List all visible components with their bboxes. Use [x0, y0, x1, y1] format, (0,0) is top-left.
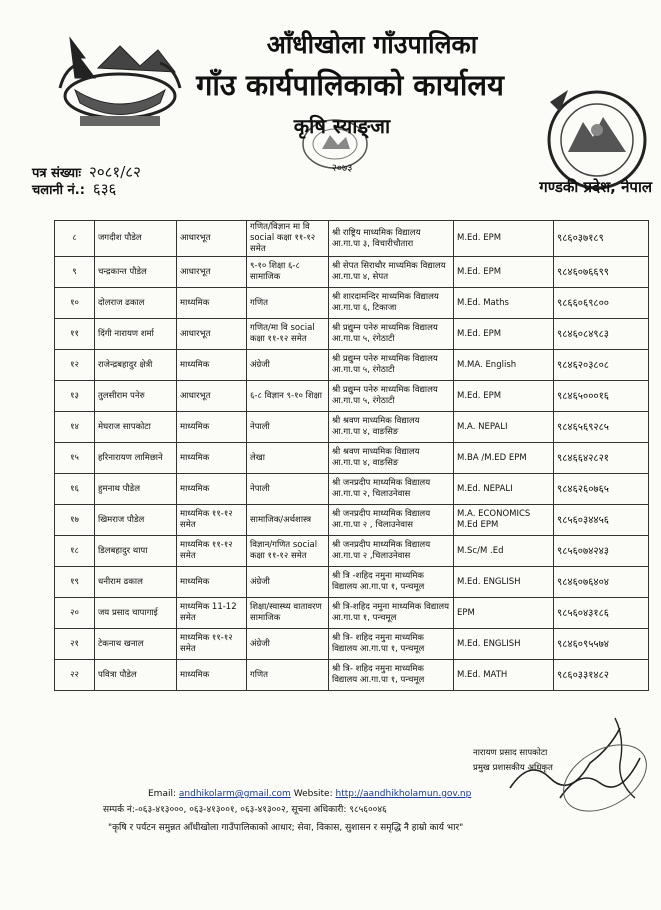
row-number-cell: १५ [55, 443, 95, 474]
subject-cell: नेपाली [247, 412, 329, 443]
phone-cell: ९८६६०६९८०० [554, 288, 649, 319]
table-row [55, 567, 649, 598]
qualification-cell: M.A. NEPALI [454, 412, 554, 443]
school-cell: श्री त्रि -शहिद नमुना माध्यमिक विद्यालय आ.गा.पा १, पन्चमूल [329, 567, 454, 598]
qualification-cell: M.Sc/M .Ed [454, 536, 554, 567]
row-number-cell: १३ [55, 381, 95, 412]
subject-cell: गणित [247, 288, 329, 319]
subject-cell: गणित/विज्ञान मा वि social कक्षा ११-१२ समेत [247, 221, 329, 257]
teacher-name-cell: धनीराम ढकाल [95, 567, 177, 598]
phone-cell: ९८४६२६०७६५ [554, 474, 649, 505]
table-row [55, 536, 649, 567]
level-cell: माध्यमिक [177, 660, 247, 691]
teacher-name-cell: दिंगी नारायण शर्मा [95, 319, 177, 350]
school-cell: श्री श्रवण माध्यमिक विद्यालय आ.गा.पा ४, वाङसिङ [329, 443, 454, 474]
level-cell: माध्यमिक 11-12 समेत [177, 598, 247, 629]
email-link[interactable]: andhikolarm@gmail.com [178, 789, 291, 799]
teacher-name-cell: तुलसीराम पनेरु [95, 381, 177, 412]
subject-cell: गणित [247, 660, 329, 691]
subject-cell: ९-१० शिक्षा ६-८ सामाजिक [247, 257, 329, 288]
table-row [55, 381, 649, 412]
level-cell: आधारभूत [177, 221, 247, 257]
school-cell: श्री राष्ट्रिय माध्यमिक विद्यालय आ.गा.पा ३, विचारीचौतारा [329, 221, 454, 257]
phone-cell: ९८४६०८४९८३ [554, 319, 649, 350]
row-number-cell: ८ [55, 221, 95, 257]
row-number-cell: १९ [55, 567, 95, 598]
province-label: गण्डकी प्रदेश, नेपाल [539, 178, 652, 196]
teacher-name-cell: चन्द्रकान्त पौडेल [95, 257, 177, 288]
level-cell: माध्यमिक [177, 412, 247, 443]
website-link[interactable]: http://aandhikholamun.gov.np [335, 789, 472, 799]
phone-cell: ९८४६२०३८०८ [554, 350, 649, 381]
qualification-cell: M.MA. English [454, 350, 554, 381]
level-cell: माध्यमिक [177, 288, 247, 319]
phone-cell: ९८५६०४३१८६ [554, 598, 649, 629]
level-cell: माध्यमिक [177, 443, 247, 474]
footer-email-line [148, 788, 471, 800]
teacher-name-cell: डिलबहादुर थापा [95, 536, 177, 567]
row-number-cell: २० [55, 598, 95, 629]
table-row [55, 350, 649, 381]
qualification-cell: M.Ed. EPM [454, 381, 554, 412]
teacher-name-cell: जय प्रसाद चापागाई [95, 598, 177, 629]
reference-number [32, 164, 141, 182]
phone-cell: ९८४६०७६४०४ [554, 567, 649, 598]
teacher-name-cell: हुमनाथ पौडेल [95, 474, 177, 505]
table-row [55, 629, 649, 660]
footer-contact: सम्पर्क नं:-०६३-४१३०००, ०६३-४१३००१, ०६३-४१३००२, सूचना अधिकारी: ९८५६००४६ [103, 805, 387, 815]
phone-cell: ९८४६५६९२८५ [554, 412, 649, 443]
qualification-cell: M.Ed. EPM [454, 257, 554, 288]
qualification-cell: M.Ed. ENGLISH [454, 629, 554, 660]
qualification-cell: M.BA /M.ED EPM [454, 443, 554, 474]
row-number-cell: १० [55, 288, 95, 319]
subject-cell: गणित/मा वि social कक्षा ११-१२ समेत [247, 319, 329, 350]
row-number-cell: ९ [55, 257, 95, 288]
school-cell: श्री सेपत सिराथौर माध्यमिक विद्यालय आ.गा.पा ४, सेपत [329, 257, 454, 288]
table-row [55, 443, 649, 474]
row-number-cell: १८ [55, 536, 95, 567]
teacher-name-cell: राजेन्द्रबहादुर क्षेत्री [95, 350, 177, 381]
office-name: आँधीखोला गाँउपालिका [266, 30, 478, 59]
subject-cell: लेखा [247, 443, 329, 474]
table-row [55, 660, 649, 691]
school-cell: श्री त्रि- शहिद नमुना माध्यमिक विद्यालय आ.गा.पा १, पन्चमूल [329, 629, 454, 660]
office-year: २०७३ [331, 163, 353, 174]
table-row [55, 257, 649, 288]
email-label: Email: [148, 789, 177, 799]
subject-cell: शिक्षा/स्वास्थ्य वातावरण सामाजिक [247, 598, 329, 629]
teacher-name-cell: टेकनाथ खनाल [95, 629, 177, 660]
subject-cell: ६-८ विज्ञान ९-१० शिक्षा [247, 381, 329, 412]
qualification-cell: M.Ed. Maths [454, 288, 554, 319]
phone-cell: ९८५६०७४२४३ [554, 536, 649, 567]
school-cell: श्री श्रवण माध्यमिक विद्यालय आ.गा.पा ४, वाङसिङ [329, 412, 454, 443]
teacher-table [54, 220, 649, 691]
row-number-cell: १७ [55, 505, 95, 536]
table-row [55, 319, 649, 350]
school-cell: श्री प्रद्युम्न पनेरु माध्यमिक विद्यालय आ.गा.पा ५, रंगेठाटी [329, 381, 454, 412]
phone-cell: ९८४६६४२८२१ [554, 443, 649, 474]
school-cell: श्री त्रि-शहिद नमुना माध्यमिक विद्यालय आ.गा.पा १, पन्चमूल [329, 598, 454, 629]
school-cell: श्री जनप्रदीप माध्यमिक विद्यालय आ.गा.पा २ ,चिलाउनेवास [329, 536, 454, 567]
row-number-cell: १२ [55, 350, 95, 381]
phone-cell: ९८५६०३४४५६ [554, 505, 649, 536]
dispatch-label: चलानी नं.: [32, 183, 85, 198]
school-cell: श्री जनप्रदीप माध्यमिक विद्यालय आ.गा.पा २, चिलाउनेवास [329, 474, 454, 505]
school-cell: श्री जनप्रदीप माध्यमिक विद्यालय आ.गा.पा २ , चिलाउनेवास [329, 505, 454, 536]
table-row [55, 474, 649, 505]
row-number-cell: १४ [55, 412, 95, 443]
row-number-cell: २१ [55, 629, 95, 660]
qualification-cell: M.Ed. MATH [454, 660, 554, 691]
qualification-cell: M.Ed. EPM [454, 221, 554, 257]
reference-value: २०८१/८२ [89, 163, 141, 181]
school-cell: श्री प्रद्युम्न पनेरु माध्यमिक विद्यालय आ.गा.पा ५, रंगेठाटी [329, 319, 454, 350]
office-title: गाँउ कार्यपालिकाको कार्यालय [196, 68, 504, 102]
table-row [55, 598, 649, 629]
phone-cell: ९८४६०९५५७४ [554, 629, 649, 660]
reference-label: पत्र संख्याः [32, 166, 82, 181]
qualification-cell: M.Ed. EPM [454, 319, 554, 350]
table-row [55, 412, 649, 443]
subject-cell: नेपाली [247, 474, 329, 505]
teacher-name-cell: जगदीश पौडेल [95, 221, 177, 257]
municipality-seal-logo [538, 82, 656, 192]
teacher-name-cell: दोलराज ढकाल [95, 288, 177, 319]
qualification-cell: M.A. ECONOMICS M.Ed EPM [454, 505, 554, 536]
teacher-name-cell: मेघराज सापकोटा [95, 412, 177, 443]
signatory-title: प्रमुख प्रशासकीय अधिकृत [473, 763, 553, 773]
table-row [55, 505, 649, 536]
school-cell: श्री प्रद्युम्न पनेरु माध्यमिक विद्यालय आ.गा.पा ५, रंगेठाटी [329, 350, 454, 381]
table-row [55, 288, 649, 319]
phone-cell: ९८४६०७६६९९ [554, 257, 649, 288]
level-cell: आधारभूत [177, 381, 247, 412]
subject-cell: अंग्रेजी [247, 629, 329, 660]
subject-cell: विज्ञान/गणित social कक्षा ११-१२ समेत [247, 536, 329, 567]
level-cell: आधारभूत [177, 319, 247, 350]
level-cell: माध्यमिक ११-१२ समेत [177, 536, 247, 567]
office-place: कृषि स्याङ्जा [293, 114, 391, 138]
footer-slogan: "कृषि र पर्यटन समुन्नत आँधीखोला गाउँपालिकाको आधार; सेवा, विकास, सुशासन र समृद्धि नै हाम्रो कार्य भार" [108, 823, 464, 833]
school-cell: श्री शारदामन्दिर माध्यमिक विद्यालय आ.गा.पा ६, टिकाजा [329, 288, 454, 319]
phone-cell: ९८६०३३१४८२ [554, 660, 649, 691]
qualification-cell: M.Ed. NEPALI [454, 474, 554, 505]
school-cell: श्री त्रि- शहिद नमुना माध्यमिक विद्यालय आ.गा.पा १, पन्चमूल [329, 660, 454, 691]
qualification-cell: EPM [454, 598, 554, 629]
table-row [55, 221, 649, 257]
teacher-name-cell: पवित्रा पौडेल [95, 660, 177, 691]
level-cell: माध्यमिक [177, 474, 247, 505]
subject-cell: अंग्रेजी [247, 567, 329, 598]
subject-cell: अंग्रेजी [247, 350, 329, 381]
qualification-cell: M.Ed. ENGLISH [454, 567, 554, 598]
subject-cell: सामाजिक/अर्थशास्त्र [247, 505, 329, 536]
dispatch-number [32, 181, 116, 199]
phone-cell: ९८६०३७१८९ [554, 221, 649, 257]
row-number-cell: ११ [55, 319, 95, 350]
teacher-name-cell: हरिनारायण लामिछाने [95, 443, 177, 474]
row-number-cell: २२ [55, 660, 95, 691]
website-label: Website: [293, 789, 333, 799]
level-cell: माध्यमिक [177, 350, 247, 381]
row-number-cell: १६ [55, 474, 95, 505]
phone-cell: ९८४६५०००१६ [554, 381, 649, 412]
level-cell: माध्यमिक [177, 567, 247, 598]
teacher-name-cell: खिमराज पौडेल [95, 505, 177, 536]
level-cell: माध्यमिक ११-१२ समेत [177, 629, 247, 660]
dispatch-value: ६३६ [92, 180, 117, 198]
level-cell: माध्यमिक ११-१२ समेत [177, 505, 247, 536]
level-cell: आधारभूत [177, 257, 247, 288]
signatory-name: नारायण प्रसाद सापकोटा [473, 748, 548, 758]
